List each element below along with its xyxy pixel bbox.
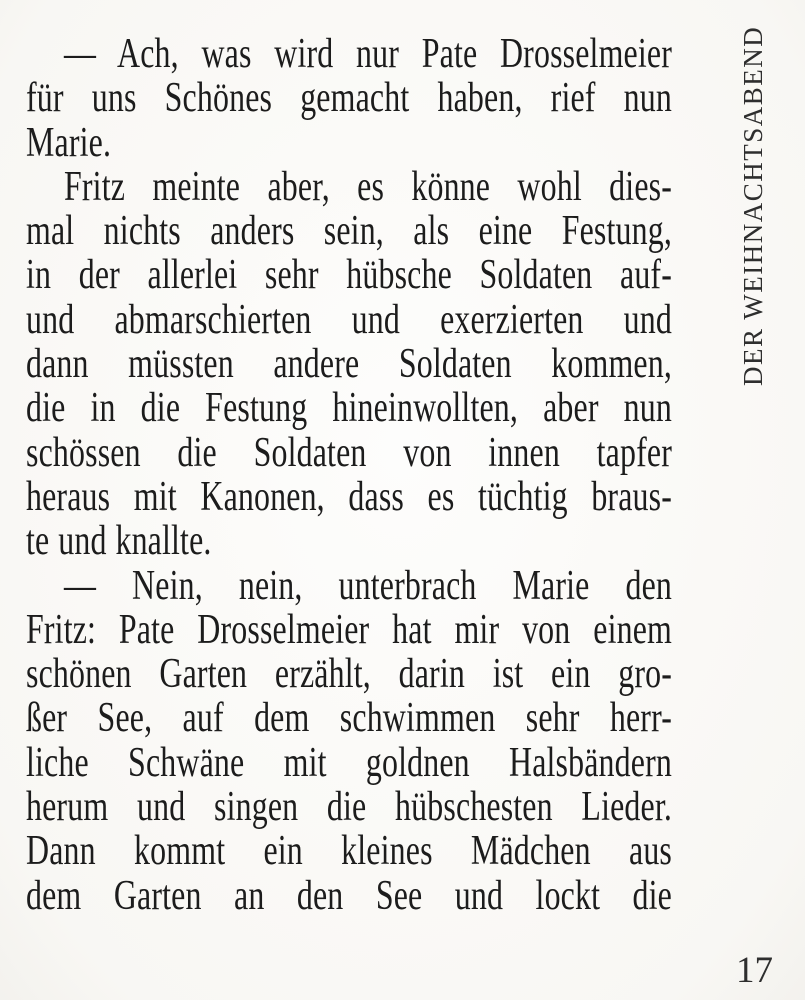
text-line: dann müssten andere Soldaten kommen, xyxy=(26,341,672,388)
running-header-vertical: DER WEIHNACHTSABEND xyxy=(738,25,768,386)
text-line: schössen die Soldaten von innen tapfer xyxy=(26,429,672,476)
body-text xyxy=(26,32,672,918)
text-line: herum und singen die hübschesten Lieder. xyxy=(26,784,672,831)
text-line: liche Schwäne mit goldnen Halsbändern xyxy=(26,739,672,786)
text-line: ßer See, auf dem schwimmen sehr herr- xyxy=(26,695,672,742)
text-line: Fritz: Pate Drosselmeier hat mir von einem xyxy=(26,606,672,653)
text-line: te und knallte. xyxy=(26,518,212,565)
text-line: in der allerlei sehr hübsche Soldaten auf- xyxy=(26,252,672,299)
text-line: Fritz meinte aber, es könne wohl dies- xyxy=(64,163,672,210)
text-line: Marie. xyxy=(26,119,112,166)
text-line: dem Garten an den See und lockt die xyxy=(26,872,672,919)
text-line: für uns Schönes gemacht haben, rief nun xyxy=(26,75,672,122)
page-number: 17 xyxy=(736,950,773,991)
text-line: und abmarschierten und exerzierten und xyxy=(26,296,672,343)
text-line: mal nichts anders sein, als eine Festung, xyxy=(26,208,672,255)
body-text-column xyxy=(26,32,672,918)
text-line: — Ach, was wird nur Pate Drosselmeier xyxy=(64,31,672,77)
text-line: schönen Garten erzählt, darin ist ein gro- xyxy=(26,651,672,698)
text-line: heraus mit Kanonen, dass es tüchtig braus- xyxy=(26,473,672,520)
text-line: Dann kommt ein kleines Mädchen aus xyxy=(26,828,672,875)
text-line: — Nein, nein, unterbrach Marie den xyxy=(64,562,672,609)
text-line: die in die Festung hineinwollten, aber nun xyxy=(26,385,672,432)
